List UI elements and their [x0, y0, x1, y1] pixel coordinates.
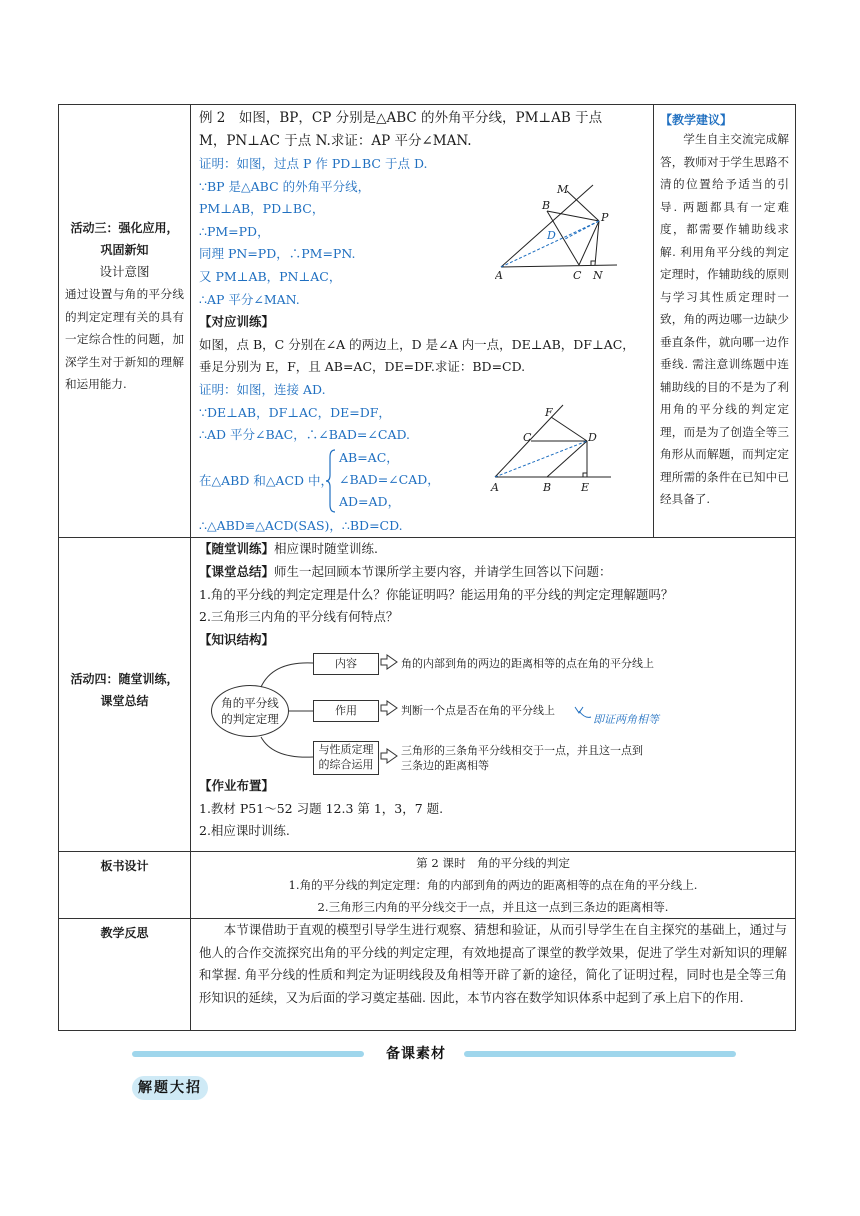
fig2-label-f: F: [545, 406, 553, 419]
proof-two-end: ∴△ABD≌△ACD(SAS)，∴BD=CD.: [199, 517, 403, 533]
proof-two-line: ∴AD 平分∠BAC，∴∠BAD=∠CAD.: [199, 427, 411, 443]
fig1-label-b: B: [542, 199, 551, 212]
activity-four-row: [59, 538, 796, 852]
brace-item: ∠BAD=∠CAD，: [339, 471, 440, 487]
summary-text: 师生一起回顾本节课所学主要内容，并请学生回答以下问题：: [274, 563, 612, 579]
structure-heading: 【知识结构】: [199, 631, 275, 647]
banner-title: 备课素材: [386, 1046, 446, 1062]
activity-three-label-cell: [59, 105, 191, 538]
summary-heading: 【课堂总结】: [199, 563, 275, 579]
board-design-row: [59, 852, 796, 919]
fig2-label-b: B: [543, 481, 552, 494]
structure-text-content: 角的内部到角的两边的距离相等的点在角的平分线上: [401, 657, 654, 671]
fig2-label-d: D: [588, 431, 597, 444]
homework-two: 2.相应课时训练.: [199, 823, 290, 839]
brace-prefix: 在△ABD 和△ACD 中，: [199, 472, 334, 488]
board-design-content: [191, 852, 796, 919]
brace-icon: [325, 449, 337, 513]
fig1-label-a: A: [495, 269, 503, 281]
homework-one: 1.教材 P51～52 习题 12.3 第 1，3，7 题.: [199, 800, 444, 816]
drill-heading: 【随堂训练】: [199, 541, 275, 557]
question-one: 1.角的平分线的判定定理是什么？你能证明吗？能运用角的平分线的判定定理解题吗？: [199, 586, 674, 602]
structure-note: 即证两角相等: [593, 713, 659, 727]
fig2-label-c: C: [523, 431, 532, 444]
proof-two-line: ∵DE⊥AB，DF⊥AC，DE=DF，: [199, 404, 391, 420]
fig1-label-p: P: [601, 211, 609, 224]
teaching-suggestion-cell: [654, 105, 796, 538]
fig1-label-c: C: [573, 269, 582, 281]
question-two: 2.三角形三内角的平分线有何特点？: [199, 609, 399, 625]
structure-text-combined: [401, 743, 643, 773]
activity-four-content: [191, 538, 796, 852]
title-line-b: 巩固新知: [100, 243, 149, 257]
fig1-label-m: M: [557, 183, 569, 196]
teaching-suggestion-heading: 【教学建议】: [660, 113, 733, 127]
example-line-a: 例 2 如图，BP，CP 分别是△ABC 的外角平分线，PM⊥AB 于点: [199, 110, 603, 126]
drill-text: 相应课时随堂训练.: [274, 541, 378, 557]
fig1-label-d: D: [547, 229, 556, 242]
structure-box-function: 作用: [313, 700, 379, 722]
combined-text-b: 三条边的距离相等: [401, 759, 489, 773]
proof-one-line: ∵BP 是△ABC 的外角平分线，: [199, 178, 371, 194]
proof-one-line: PM⊥AB，PD⊥BC，: [199, 201, 325, 217]
proof-two-line: 证明：如图，连接 AD.: [199, 381, 326, 397]
brace-item: AD=AD，: [339, 493, 401, 509]
combined-line-a: 与性质定理: [318, 743, 374, 757]
fig1-label-n: N: [593, 269, 603, 281]
combined-text-a: 三角形的三条角平分线相交于一点，并且这一点到: [401, 744, 643, 758]
fig2-label-e: E: [581, 481, 590, 494]
structure-text-function: 判断一个点是否在角的平分线上: [401, 704, 555, 718]
knowledge-structure: [191, 651, 795, 775]
example-cell: [191, 105, 654, 538]
activity-four-title: [59, 668, 190, 712]
design-intent-body: 通过设置与角的平分线的判定定理有关的具有一定综合性的问题，加深学生对于新知的理解和运用能力.: [65, 287, 184, 391]
fig2-label-a: A: [491, 481, 499, 494]
brace-item: AB=AC，: [339, 449, 399, 465]
reflection-content: 本节课借助于直观的模型引导学生进行观察、猜想和验证，从而引导学生在自主探究的基础上，通过与他人的合作交流探究出角的平分线的判定定理，有效地提高了课堂的教学效果，促进了学生对新知识的理解和掌握. 角平分线的性质和判定为证明线段及角相等开辟了新的途径，简化了证明过程，同时也是全等三角形知识的延续，又为后面的学习奠定基础. 因此，本节内容在数学知识体系中起到了承上启下的作用.: [191, 919, 796, 1031]
proof-one-line: 同理 PN=PD，∴PM=PN.: [199, 246, 356, 262]
structure-box-combined: [313, 741, 379, 775]
training-line-a: 如图，点 B，C 分别在∠A 的两边上，D 是∠A 内一点，DE⊥AB，DF⊥AC，: [199, 336, 635, 352]
activity-four-label-cell: [59, 538, 191, 852]
activity-four-title-b: 课堂总结: [100, 693, 149, 708]
design-intent-title: 设计意图: [99, 264, 150, 279]
board-design-label: 板书设计: [59, 852, 191, 919]
proof-one-line: ∴AP 平分∠MAN.: [199, 291, 300, 307]
activity-three-title: [59, 217, 190, 261]
activity-three-row: [59, 105, 796, 538]
prep-material-banner: [132, 1042, 736, 1068]
training-line-b: 垂足分别为 E，F，且 AB=AC，DE=DF.求证：BD=CD.: [199, 359, 526, 375]
figure-one: [495, 181, 617, 281]
training-heading: 【对应训练】: [199, 314, 275, 330]
reflection-label: 教学反思: [59, 919, 191, 1031]
reflection-row: [59, 919, 796, 1031]
board-line-two: 2.三角形三内角的平分线交于一点，并且这一点到三条边的距离相等.: [317, 900, 669, 915]
activity-four-title-a: 活动四：随堂训练，: [70, 671, 179, 686]
homework-heading: 【作业布置】: [199, 778, 275, 794]
structure-box-content: 内容: [313, 653, 379, 675]
banner-stripe-left: [132, 1051, 364, 1057]
figure-two: [487, 403, 613, 495]
example-line-b: M，PN⊥AC 于点 N.求证：AP 平分∠MAN.: [199, 133, 472, 149]
teaching-suggestion-body: 学生自主交流完成解答，教师对于学生思路不清的位置给予适当的引导. 两题都具有一定难度，都需要作辅助线求解. 利用角平分线的判定定理时，作辅助线的原则与学习其性质定理时一致，角的两边哪一边缺少垂直条件，就向哪一边作垂线. 需注意训练题中连辅助线的目的不是为了利用角的平分线的判定定理，而是为了创造全等三角形从而解题，而判定定理所需的条件在已知中已经具备了.: [660, 132, 789, 506]
proof-one-line: ∴PM=PD，: [199, 223, 270, 239]
board-title: 第 2 课时 角的平分线的判定: [416, 856, 570, 871]
summary-line: [191, 561, 795, 584]
lesson-table: [58, 104, 796, 1031]
combined-line-b: 的综合运用: [318, 758, 374, 772]
banner-stripe-right: [464, 1051, 736, 1057]
title-line-a: 活动三：强化应用，: [70, 221, 179, 235]
drill-line: [191, 538, 795, 561]
board-line-one: 1.角的平分线的判定定理：角的内部到角的两边的距离相等的点在角的平分线上.: [288, 878, 698, 893]
proof-one-line: 又 PM⊥AB，PN⊥AC，: [199, 268, 342, 284]
center-line-b: 的判定定理: [221, 712, 279, 727]
center-line-a: 角的平分线: [221, 696, 279, 711]
section-badge: 解题大招: [132, 1076, 208, 1100]
proof-one-line: 证明：如图，过点 P 作 PD⊥BC 于点 D.: [199, 156, 428, 171]
